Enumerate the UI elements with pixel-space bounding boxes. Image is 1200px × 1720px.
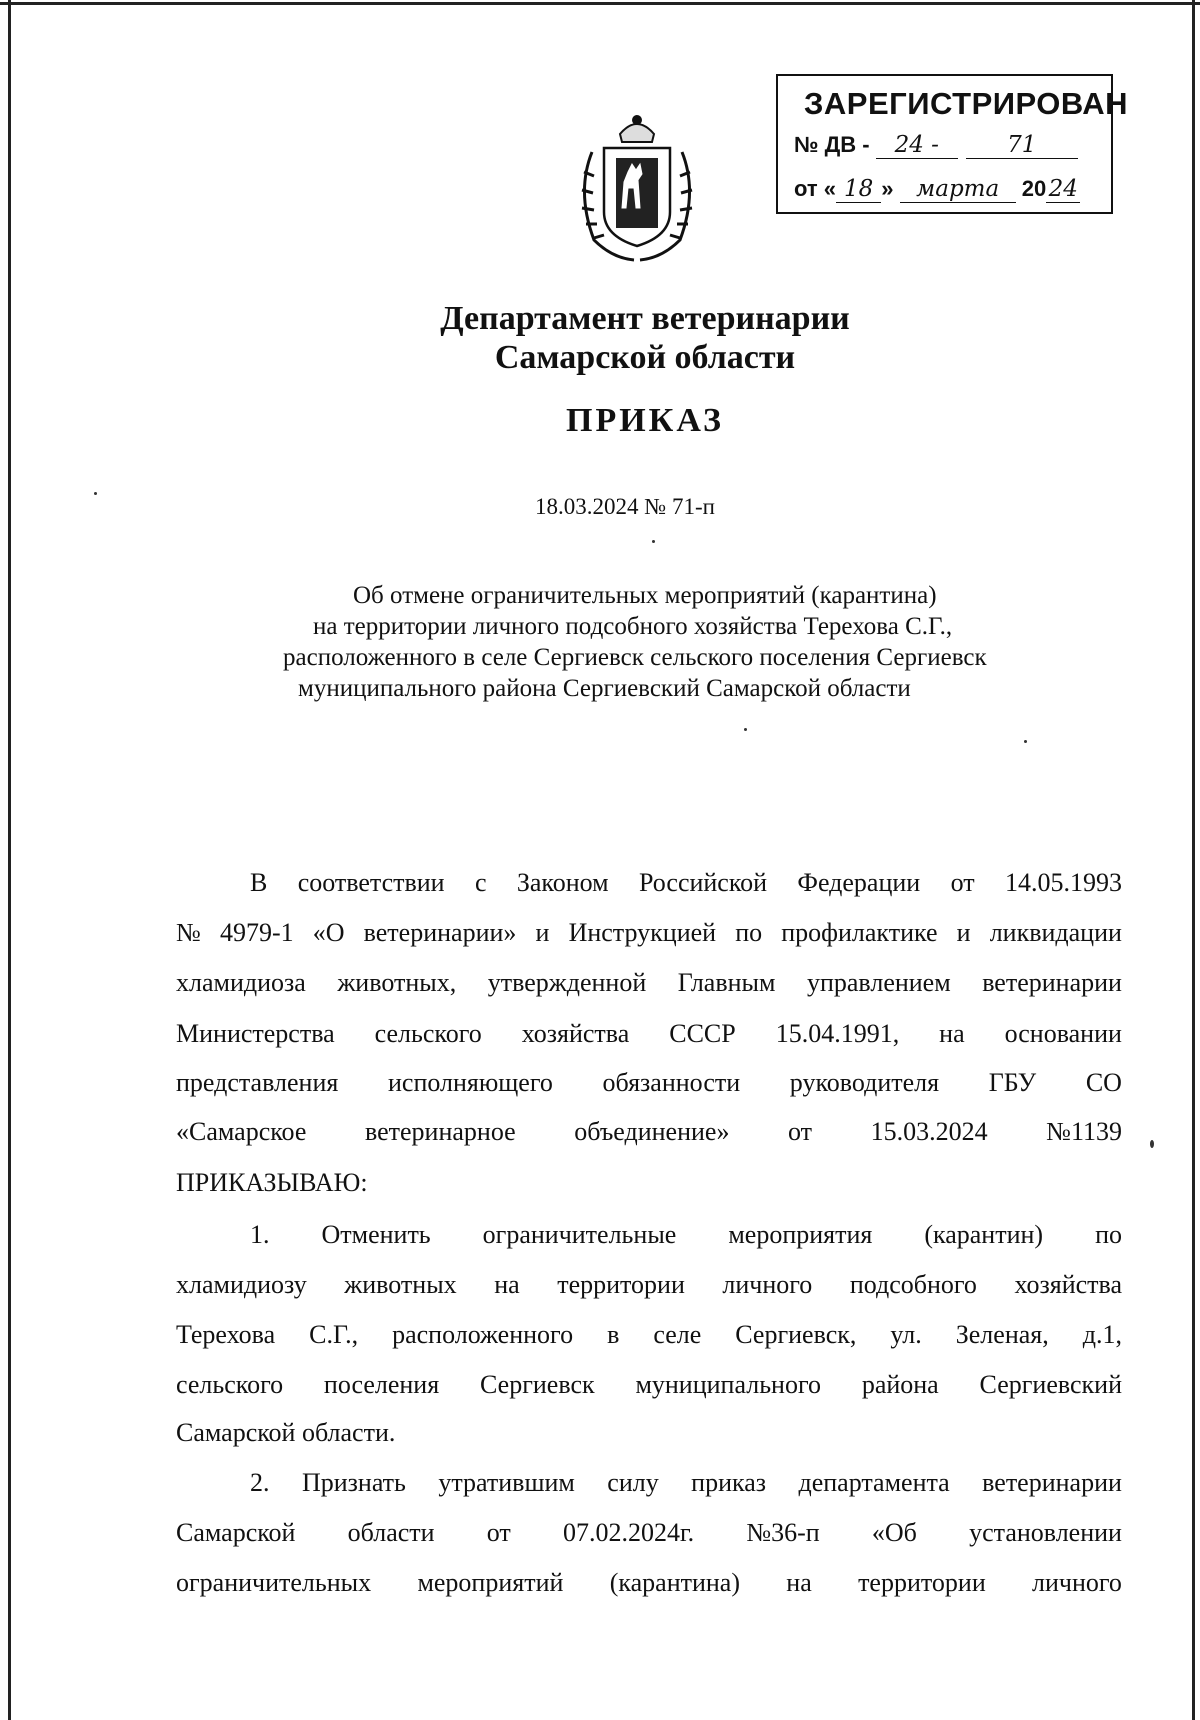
body-word: департамента [798,1468,950,1497]
body-word: Сергиевск, [735,1320,857,1349]
scan-speck [744,728,747,731]
body-word: 4979-1 [219,918,294,947]
body-word: и [535,918,550,947]
body-word: от [788,1117,813,1146]
body-word: утратившим [438,1468,575,1497]
body-word: на [494,1270,520,1299]
body-line [176,918,1122,952]
body-word: профилактике [781,918,938,947]
stamp-number-handwritten-1: 24 - [876,132,958,159]
body-word: территории [557,1270,685,1299]
body-word: ликвидации [989,918,1122,947]
body-word: и [956,918,971,947]
body-line [250,1220,1122,1254]
body-line [176,1168,1122,1202]
scan-speck [1150,1140,1154,1148]
order-subject [200,580,1200,704]
body-word: территории [858,1568,986,1597]
stamp-number-handwritten-2: 71 [966,132,1078,159]
body-word: подсобного [849,1270,977,1299]
body-word: Самарской области. [176,1418,396,1447]
body-word: хламидиоза [176,968,306,997]
body-word: хламидиозу [176,1270,307,1299]
body-word: 1. [250,1220,270,1249]
body-word: Терехова [176,1320,276,1349]
body-word: от [950,868,975,897]
body-word: утвержденной [487,968,647,997]
body-word: № [176,918,201,947]
body-word: В [250,868,268,897]
body-word: д.1, [1082,1320,1122,1349]
body-word: мероприятий [417,1568,564,1597]
body-word: Инструкцией [568,918,717,947]
body-word: СО [1085,1068,1122,1097]
body-line [176,1370,1122,1404]
body-word: ветеринарии [982,968,1122,997]
body-word: в [607,1320,620,1349]
registration-stamp [776,74,1129,214]
body-line [176,1019,1122,1053]
body-word: личного [722,1270,813,1299]
subject-line: расположенного в селе Сергиевск сельского поселения Сергиевск [283,644,987,671]
body-word: животных [344,1270,457,1299]
body-word: приказ [691,1468,767,1497]
body-word: объединение» [574,1117,730,1146]
body-word: 14.05.1993 [1004,868,1122,897]
department-name-line1: Департамент ветеринарии [440,300,850,337]
body-word: по [735,918,763,947]
subject-line: на территории личного подсобного хозяйства Терехова С.Г., [313,613,953,640]
body-line [176,968,1122,1002]
body-line [176,1568,1122,1602]
document-date-number: 18.03.2024 № 71-п [535,494,715,519]
body-line [176,1418,1122,1452]
body-word: СССР [669,1019,736,1048]
body-word: (карантин) [924,1220,1044,1249]
stamp-date-year-print: 20 [1021,176,1047,201]
page-frame-top [0,2,1200,5]
department-name-line2: Самарской области [494,339,796,376]
body-word: Признать [301,1468,406,1497]
stamp-date-year-hand: 24 [1046,176,1080,203]
body-word: Министерства [176,1019,335,1048]
page-frame-right [1192,0,1195,1720]
body-word: сельского [374,1019,482,1048]
scan-speck [94,492,97,495]
body-line [176,1320,1122,1354]
body-word: исполняющего [387,1068,553,1097]
body-word: животных, [337,968,457,997]
body-line [176,1117,1122,1151]
body-word: по [1095,1220,1122,1249]
body-word: Главным [677,968,776,997]
body-word: (карантина) [609,1568,740,1597]
body-word: «Об [871,1518,917,1547]
body-word: ветеринарии» [363,918,517,947]
coat-of-arms-emblem [572,112,702,264]
body-word: Законом [516,868,609,897]
body-word: управлением [806,968,951,997]
body-word: установлении [969,1518,1122,1547]
body-word: ветеринарное [364,1117,516,1146]
body-word: 2. [250,1468,270,1497]
body-word: Зеленая, [955,1320,1049,1349]
body-word: силу [607,1468,659,1497]
body-word: сельского [176,1370,284,1399]
body-word: №1139 [1046,1117,1122,1146]
body-word: с [474,868,487,897]
body-word: «Самарское [176,1117,307,1146]
body-word: района [861,1370,939,1399]
stamp-date-mid: » [881,176,894,201]
body-word: от [486,1518,511,1547]
body-word: ветеринарии [982,1468,1122,1497]
body-word: Отменить [321,1220,431,1249]
body-word: Российской [638,868,768,897]
body-word: муниципального [635,1370,821,1399]
body-word: ограничительные [482,1220,677,1249]
body-word: руководителя [789,1068,940,1097]
body-word: области [347,1518,435,1547]
stamp-date-prefix: от « [794,176,837,201]
body-word: Федерации [797,868,921,897]
body-word: «О [312,918,345,947]
body-word: хозяйства [1014,1270,1122,1299]
body-word: на [939,1019,965,1048]
document-type: ПРИКАЗ [566,402,724,439]
body-word: 15.04.1991, [775,1019,900,1048]
body-word: №36-п [746,1518,820,1547]
body-word: основании [1004,1019,1122,1048]
stamp-date-row [794,176,1080,203]
body-line [176,1518,1122,1552]
body-word: расположенного [392,1320,574,1349]
body-word: Сергиевск [480,1370,595,1399]
subject-line: Об отмене ограничительных мероприятий (карантина) [353,582,937,609]
body-line [176,1068,1122,1102]
body-word: представления [176,1068,339,1097]
stamp-number-row [794,132,1078,159]
body-word: 07.02.2024г. [562,1518,695,1547]
body-word: обязанности [602,1068,741,1097]
body-line [250,1468,1122,1502]
body-word: хозяйства [521,1019,630,1048]
body-word: ПРИКАЗЫВАЮ: [176,1168,368,1197]
body-word: 15.03.2024 [870,1117,988,1146]
body-word: ГБУ [988,1068,1037,1097]
scan-speck [1024,740,1027,743]
body-word: мероприятия [728,1220,873,1249]
body-word: ул. [890,1320,922,1349]
body-line [250,868,1122,902]
stamp-number-prefix: № ДВ - [794,132,870,157]
stamp-date-month: марта [900,176,1016,203]
body-word: селе [653,1320,702,1349]
subject-line: муниципального района Сергиевский Самарской области [298,675,911,702]
page-frame-left [8,0,11,1720]
stamp-date-day: 18 [836,176,881,203]
body-word: поселения [323,1370,440,1399]
stamp-title: ЗАРЕГИСТРИРОВАН [804,86,1129,121]
body-word: Сергиевский [979,1370,1122,1399]
scan-speck [652,540,655,543]
body-word: соответствии [297,868,445,897]
body-word: Самарской [176,1518,296,1547]
body-word: С.Г., [309,1320,359,1349]
body-word: ограничительных [176,1568,372,1597]
body-word: на [786,1568,812,1597]
body-line [176,1270,1122,1304]
body-word: личного [1032,1568,1122,1597]
